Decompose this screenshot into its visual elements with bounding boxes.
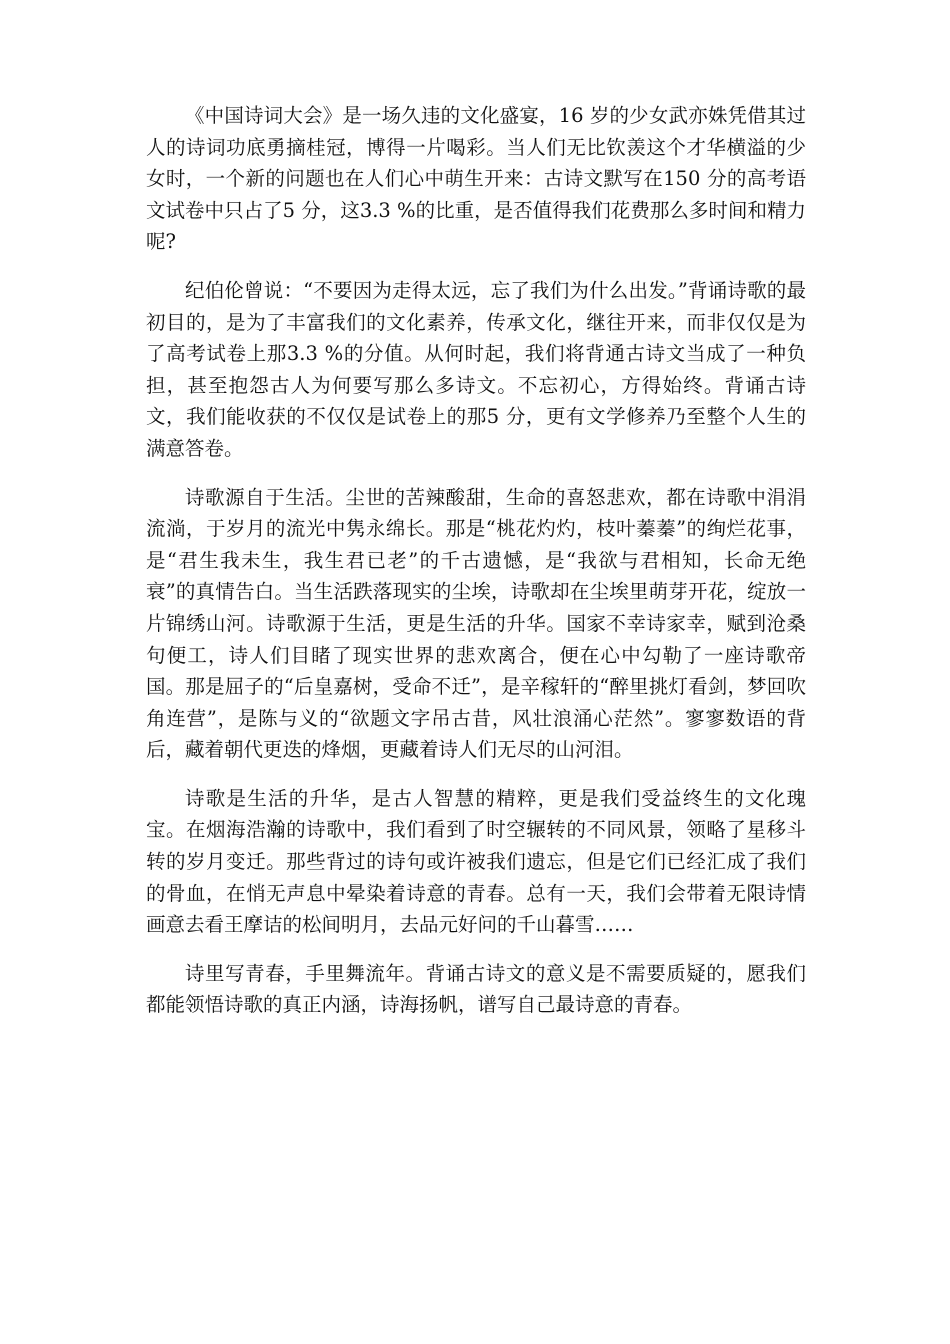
paragraph-3: 诗歌源自于生活。尘世的苦辣酸甜，生命的喜怒悲欢，都在诗歌中涓涓流淌，于岁月的流光中隽永绵长。那是“桃花灼灼，枝叶蓁蓁”的绚烂花事，是“君生我未生，我生君已老”的千古遗憾，是“我欲与君相知，长命无绝衰”的真情告白。当生活跌落现实的尘埃，诗歌却在尘埃里萌芽开花，绽放一片锦绣山河。诗歌源于生活，更是生活的升华。国家不幸诗家幸，赋到沧桑句便工，诗人们目睹了现实世界的悲欢离合，便在心中勾勒了一座诗歌帝国。那是屈子的“后皇嘉树，受命不迁”，是辛稼轩的“醉里挑灯看剑，梦回吹角连营”，是陈与义的“欲题文字吊古昔，风壮浪涌心茫然”。寥寥数语的背后，藏着朝代更迭的烽烟，更藏着诗人们无尽的山河泪。 <box>146 485 806 762</box>
paragraph-4: 诗歌是生活的升华，是古人智慧的精粹，更是我们受益终生的文化瑰宝。在烟海浩瀚的诗歌中，我们看到了时空辗转的不同风景，领略了星移斗转的岁月变迁。那些背过的诗句或许被我们遗忘，但是它们已经汇成了我们的骨血，在悄无声息中晕染着诗意的青春。总有一天，我们会带着无限诗情画意去看王摩诘的松间明月，去品元好问的千山暮雪…… <box>146 786 806 937</box>
document-body <box>146 100 806 1038</box>
paragraph-2: 纪伯伦曾说：“不要因为走得太远，忘了我们为什么出发。”背诵诗歌的最初目的，是为了丰富我们的文化素养，传承文化，继往开来，而非仅仅是为了高考试卷上那3.3 %的分值。从何时起，我们将背通古诗文当成了一种负担，甚至抱怨古人为何要写那么多诗文。不忘初心，方得始终。背诵古诗文，我们能收获的不仅仅是试卷上的那5 分，更有文学修养乃至整个人生的满意答卷。 <box>146 278 806 460</box>
paragraph-1: 《中国诗词大会》是一场久违的文化盛宴，16 岁的少女武亦姝凭借其过人的诗词功底勇摘桂冠，博得一片喝彩。当人们无比钦羡这个才华横溢的少女时，一个新的问题也在人们心中萌生开来：古诗文默写在150 分的高考语文试卷中只占了5 分，这3.3 %的比重，是否值得我们花费那么多时间和精力呢? <box>146 104 806 254</box>
paragraph-5: 诗里写青春，手里舞流年。背诵古诗文的意义是不需要质疑的，愿我们都能领悟诗歌的真正内涵，诗海扬帆，谱写自己最诗意的青春。 <box>146 961 806 1017</box>
